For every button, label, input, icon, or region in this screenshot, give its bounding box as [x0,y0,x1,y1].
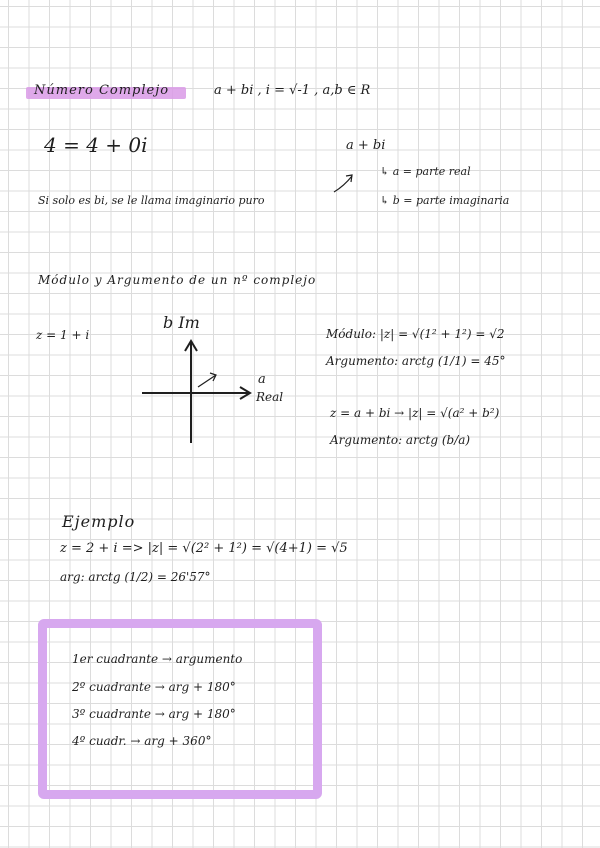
quadrant-1: 1er cuadrante → argumento [72,652,243,666]
argumento-line: Argumento: arctg (1/1) = 45° [326,354,506,368]
complex-number-title: Número Complejo [34,83,170,98]
axis-im-label: b Im [163,313,200,332]
imag-part-note: ↳ b = parte imaginaria [380,194,510,207]
pure-imaginary-note: Si solo es bi, se le llama imaginario puro [38,194,265,207]
ejemplo-line-2: arg: arctg (1/2) = 26'57° [60,570,211,584]
complex-form: a + bi , i = √-1 , a,b ∈ R [214,83,371,98]
example-four: 4 = 4 + 0i [44,133,148,157]
ab-form: a + bi [346,138,386,153]
modulo-line: Módulo: |z| = √(1² + 1²) = √2 [326,327,505,341]
axis-real-label: Real [256,390,284,404]
quadrant-3: 3º cuadrante → arg + 180° [72,707,236,721]
arrow-up-icon [332,170,358,196]
quadrant-4: 4º cuadr. → arg + 360° [72,734,212,748]
ejemplo-title: Ejemplo [62,512,136,531]
ejemplo-line-1: z = 2 + i => |z| = √(2² + 1²) = √(4+1) = √5 [60,541,348,556]
z-example: z = 1 + i [36,328,90,342]
quadrant-2: 2º cuadrante → arg + 180° [72,680,236,694]
general-argumento-line: Argumento: arctg (b/a) [330,433,471,447]
complex-plane-diagram [136,315,296,450]
real-part-note: ↳ a = parte real [380,165,471,178]
module-section-title: Módulo y Argumento de un nº complejo [38,273,317,287]
general-modulo-line: z = a + bi → |z| = √(a² + b²) [330,406,500,420]
axis-real-a: a [258,372,266,387]
